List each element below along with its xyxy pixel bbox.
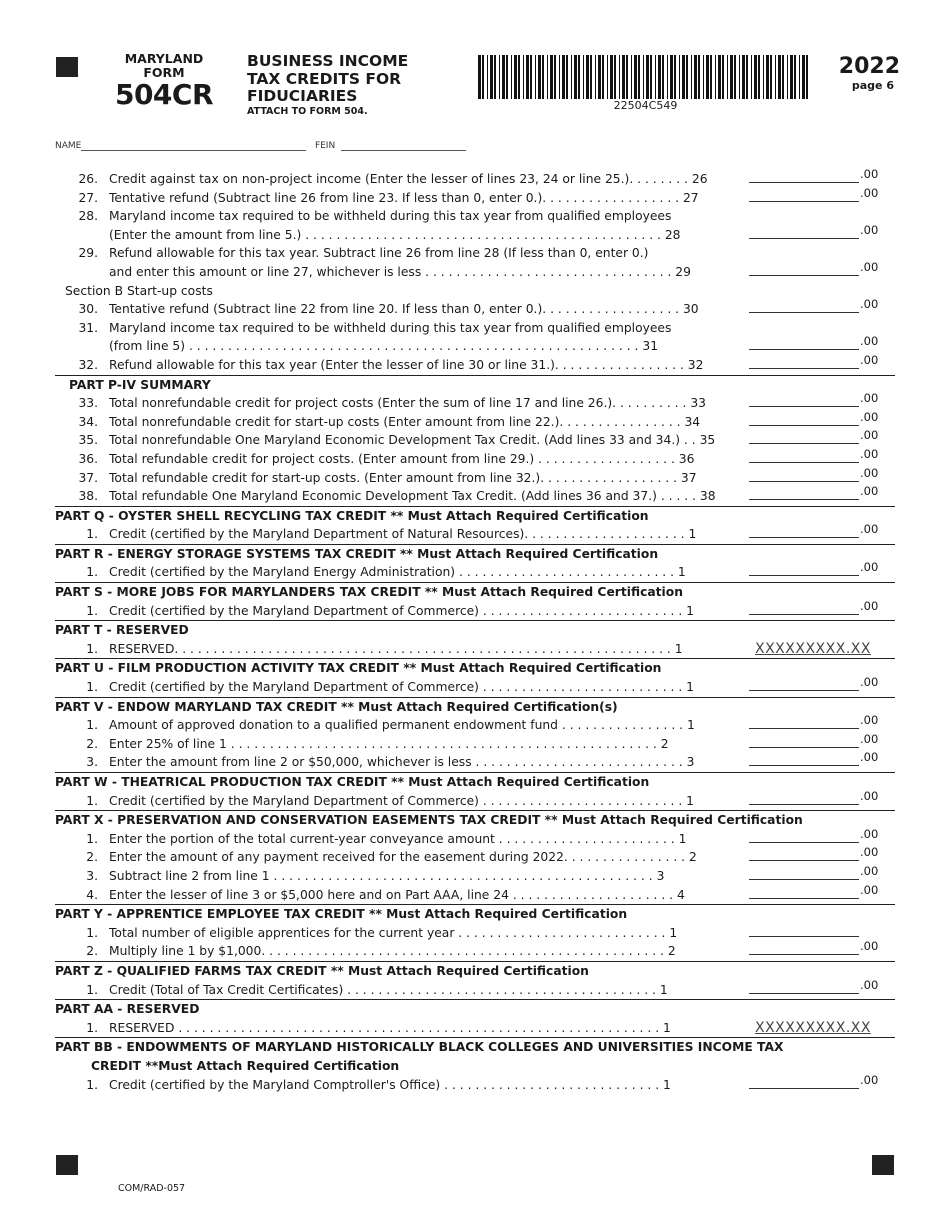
amount-field[interactable] xyxy=(749,981,859,994)
fein-label: FEIN xyxy=(314,141,336,151)
amount-field[interactable] xyxy=(749,525,859,538)
barcode-bar xyxy=(662,55,664,99)
barcode-bar xyxy=(487,55,488,99)
amount-field[interactable] xyxy=(749,848,859,861)
barcode-bar xyxy=(590,55,592,99)
line-number: 3. xyxy=(86,868,98,883)
barcode-bar xyxy=(562,55,565,99)
barcode-bar xyxy=(799,55,800,99)
line-description: Enter the lesser of line 3 or $5,000 here and on Part AAA, line 24 . . . . . . . . . . . . . . . . . . . . . 4 xyxy=(109,887,685,902)
line-description: Total number of eligible apprentices for the current year . . . . . . . . . . . . . . . . . . . . . . . . . . . 1 xyxy=(109,925,678,940)
line-description: Total refundable credit for start-up costs. (Enter amount from line 32.). . . . . . . . . . . . . . . . . . 37 xyxy=(109,470,697,485)
barcode-bar xyxy=(667,55,668,99)
section-heading: PART W - THEATRICAL PRODUCTION TAX CREDIT ** Must Attach Required Certification xyxy=(55,775,650,789)
barcode-bar xyxy=(638,55,640,99)
barcode-bar xyxy=(574,55,577,99)
cents-label: .00 xyxy=(860,845,879,860)
form-line xyxy=(55,560,895,583)
barcode-bar xyxy=(751,55,752,99)
line-description: Refund allowable for this tax year. Subtract line 26 from line 28 (If less than 0, enter 0.) xyxy=(109,246,649,261)
line-number: 37. xyxy=(78,470,98,485)
line-description: Maryland income tax required to be withheld during this tax year from qualified employees xyxy=(109,320,672,335)
barcode-bar xyxy=(643,55,644,99)
barcode-bar xyxy=(554,55,556,99)
form-line xyxy=(55,788,895,812)
form-line xyxy=(55,863,895,886)
section-heading: PART T - RESERVED xyxy=(55,623,189,638)
line-number: 1. xyxy=(86,793,98,808)
subsection-label: Section B Start-up costs xyxy=(65,283,213,298)
line-number: 33. xyxy=(78,396,98,411)
amount-field[interactable] xyxy=(749,413,859,426)
barcode-bar xyxy=(518,55,520,99)
barcode-bar xyxy=(526,55,529,99)
barcode-bar xyxy=(722,55,724,99)
barcode-bar xyxy=(530,55,532,99)
barcode-bar xyxy=(626,55,628,99)
line-description: Total refundable credit for project costs. (Enter amount from line 29.) . . . . . . . . . . . . . . . . . . 36 xyxy=(109,451,695,466)
barcode-bar xyxy=(691,55,692,99)
line-number: 3. xyxy=(86,755,98,770)
barcode-bar xyxy=(787,55,788,99)
amount-field[interactable] xyxy=(749,602,859,615)
line-description: Credit (certified by the Maryland Department of Commerce) . . . . . . . . . . . . . . . . . . . . . . . . . . 1 xyxy=(109,680,694,695)
barcode xyxy=(478,55,813,99)
barcode-bar xyxy=(542,55,544,99)
title-line-1: BUSINESS INCOME xyxy=(247,52,409,70)
section-heading: PART S - MORE JOBS FOR MARYLANDERS TAX CREDIT ** Must Attach Required Certification xyxy=(55,585,683,600)
form-id-block xyxy=(112,52,216,110)
barcode-bar xyxy=(586,55,589,99)
line-description: and enter this amount or line 27, whichever is less . . . . . . . . . . . . . . . . . . . . . . . . . . . . . . . . 29 xyxy=(109,264,691,279)
barcode-bar xyxy=(631,55,632,99)
line-number: 1. xyxy=(86,1077,98,1092)
cents-label: .00 xyxy=(860,750,879,765)
barcode-bar xyxy=(523,55,524,99)
line-description: Credit (certified by the Maryland Energy Administration) . . . . . . . . . . . . . . . . . . . . . . . . . . . . 1 xyxy=(109,565,686,580)
line-number: 1. xyxy=(86,641,98,656)
cents-label: .00 xyxy=(860,598,879,613)
line-description: Total nonrefundable credit for project costs (Enter the sum of line 17 and line 26.). . . . . . . . . . 33 xyxy=(109,396,706,411)
cents-label: .00 xyxy=(860,409,879,424)
section-heading: PART BB - ENDOWMENTS OF MARYLAND HISTORICALLY BLACK COLLEGES AND UNIVERSITIES INCOME TAX xyxy=(55,1040,784,1055)
line-number: 29. xyxy=(78,246,98,261)
line-description: Total nonrefundable One Maryland Economic Development Tax Credit. (Add lines 33 and 34.) . . 35 xyxy=(109,433,716,448)
barcode-bar xyxy=(538,55,541,99)
barcode-bar xyxy=(670,55,673,99)
barcode-bar xyxy=(778,55,781,99)
form-title xyxy=(247,53,447,117)
cents-label: .00 xyxy=(860,391,879,406)
amount-field[interactable] xyxy=(749,678,859,691)
form-line xyxy=(55,319,895,338)
amount-field[interactable] xyxy=(749,886,859,899)
barcode-bar xyxy=(550,55,553,99)
form-number: 504CR xyxy=(114,78,214,111)
barcode-bar xyxy=(758,55,760,99)
barcode-bar xyxy=(694,55,697,99)
line-description: (from line 5) . . . . . . . . . . . . . . . . . . . . . . . . . . . . . . . . . . . . . . . . . . . . . . . . . . . . . . . . . . 31 xyxy=(109,339,659,354)
line-number: 1. xyxy=(86,831,98,846)
barcode-bar xyxy=(650,55,652,99)
line-description: Tentative refund (Subtract line 22 from line 20. If less than 0, enter 0.). . . . . . . . . . . . . . . . . . 30 xyxy=(109,302,699,317)
line-description: Credit (Total of Tax Credit Certificates) . . . . . . . . . . . . . . . . . . . . . . . . . . . . . . . . . . . . . . . . 1 xyxy=(109,982,668,997)
cents-label: .00 xyxy=(860,484,879,499)
form-line xyxy=(55,185,895,208)
section-heading: CREDIT **Must Attach Required Certification xyxy=(91,1058,400,1073)
cents-label: .00 xyxy=(860,939,879,954)
section-heading: PART Z - QUALIFIED FARMS TAX CREDIT ** Must Attach Required Certification xyxy=(55,963,589,978)
form-line xyxy=(55,939,895,962)
cents-label: .00 xyxy=(860,465,879,480)
form-code: COM/RAD-057 xyxy=(118,1183,186,1194)
form-line xyxy=(55,750,895,773)
section-heading: PART U - FILM PRODUCTION ACTIVITY TAX CREDIT ** Must Attach Required Certification xyxy=(55,661,662,676)
line-number: 34. xyxy=(78,414,98,429)
barcode-bar xyxy=(478,55,481,99)
reserved-amount: XXXXXXXXX.XX xyxy=(755,1019,871,1036)
barcode-bar xyxy=(607,55,608,99)
amount-field[interactable] xyxy=(749,792,859,805)
line-description: Enter 25% of line 1 . . . . . . . . . . . . . . . . . . . . . . . . . . . . . . . . . . . . . . . . . . . . . . . . . . . . . . . 2 xyxy=(109,736,669,751)
barcode-bar xyxy=(698,55,700,99)
barcode-bar xyxy=(742,55,745,99)
barcode-bar xyxy=(482,55,484,99)
cents-label: .00 xyxy=(860,713,879,728)
barcode-bar xyxy=(559,55,560,99)
form-line xyxy=(55,522,895,545)
barcode-bar xyxy=(646,55,649,99)
line-description: Amount of approved donation to a qualified permanent endowment fund . . . . . . . . . . . . . . . . 1 xyxy=(109,718,695,733)
form-line xyxy=(55,1072,895,1095)
corner-marker-bottom-left xyxy=(56,1155,78,1175)
tax-year: 2022 xyxy=(838,54,900,79)
form-line xyxy=(55,713,895,735)
line-number: 2. xyxy=(86,850,98,865)
barcode-bar xyxy=(790,55,793,99)
section-heading: PART X - PRESERVATION AND CONSERVATION EASEMENTS TAX CREDIT ** Must Attach Required Certification xyxy=(55,813,803,828)
name-field[interactable] xyxy=(81,140,306,151)
line-description: Maryland income tax required to be withheld during this tax year from qualified employees xyxy=(109,209,672,224)
cents-label: .00 xyxy=(860,977,879,992)
amount-field[interactable] xyxy=(749,300,859,313)
form-line xyxy=(55,352,895,376)
section-heading: PART R - ENERGY STORAGE SYSTEMS TAX CREDIT ** Must Attach Required Certification xyxy=(55,546,659,561)
form-line xyxy=(55,222,895,245)
title-line-2: TAX CREDITS FOR xyxy=(247,69,402,88)
line-number: 1. xyxy=(86,565,98,580)
line-number: 35. xyxy=(78,433,98,448)
amount-field[interactable] xyxy=(749,487,859,500)
form-line xyxy=(55,1019,895,1039)
line-number: 32. xyxy=(78,357,98,372)
line-description: Multiply line 1 by $1,000. . . . . . . . . . . . . . . . . . . . . . . . . . . . . . . . . . . . . . . . . . . . . . . . . . . . 2 xyxy=(109,944,676,959)
barcode-bar xyxy=(511,55,512,99)
barcode-bar xyxy=(602,55,604,99)
amount-field[interactable] xyxy=(749,189,859,202)
page-number: page 6 xyxy=(851,79,894,92)
form-line xyxy=(55,882,895,906)
section-heading: PART Y - APPRENTICE EMPLOYEE TAX CREDIT ** Must Attach Required Certification xyxy=(55,907,628,922)
barcode-bar xyxy=(727,55,728,99)
cents-label: .00 xyxy=(860,882,879,897)
cents-label: .00 xyxy=(860,428,879,443)
amount-field[interactable] xyxy=(749,337,859,350)
line-description: Credit (certified by the Maryland Department of Commerce) . . . . . . . . . . . . . . . . . . . . . . . . . . 1 xyxy=(109,603,694,618)
line-number: 1. xyxy=(86,718,98,733)
corner-marker-bottom-right xyxy=(872,1155,894,1175)
form-line xyxy=(55,924,895,943)
amount-field[interactable] xyxy=(749,735,859,748)
barcode-bar xyxy=(679,55,680,99)
barcode-bar xyxy=(578,55,580,99)
barcode-bar xyxy=(802,55,805,99)
amount-field[interactable] xyxy=(749,450,859,463)
line-description: Enter the portion of the total current-year conveyance amount . . . . . . . . . . . . . . . . . . . . . . . 1 xyxy=(109,831,687,846)
barcode-bar xyxy=(739,55,740,99)
line-number: 36. xyxy=(78,451,98,466)
form-line xyxy=(55,428,895,450)
barcode-bar xyxy=(763,55,764,99)
cents-label: .00 xyxy=(860,334,879,349)
cents-label: .00 xyxy=(860,826,879,841)
form-line xyxy=(55,446,895,469)
state-label: MARYLAND xyxy=(124,51,204,66)
line-description: Total refundable One Maryland Economic Development Tax Credit. (Add lines 36 and 37.) . . . . . 38 xyxy=(109,489,716,504)
line-description: Tentative refund (Subtract line 26 from line 23. If less than 0, enter 0.). . . . . . . . . . . . . . . . . . 27 xyxy=(109,190,699,205)
barcode-bar xyxy=(514,55,517,99)
section-heading: PART V - ENDOW MARYLAND TAX CREDIT ** Must Attach Required Certification(s) xyxy=(55,699,618,714)
barcode-bar xyxy=(490,55,493,99)
amount-field[interactable] xyxy=(749,356,859,369)
cents-label: .00 xyxy=(860,863,879,878)
barcode-bar xyxy=(494,55,496,99)
cents-label: .00 xyxy=(860,731,879,746)
line-number: 1. xyxy=(86,680,98,695)
title-line-3: FIDUCIARIES xyxy=(247,87,358,105)
barcode-bar xyxy=(566,55,568,99)
line-number: 1. xyxy=(86,603,98,618)
barcode-bar xyxy=(710,55,712,99)
barcode-bar xyxy=(794,55,796,99)
name-fein-line xyxy=(55,140,466,151)
barcode-bar xyxy=(703,55,704,99)
cents-label: .00 xyxy=(860,446,879,461)
barcode-bar xyxy=(806,55,808,99)
cents-label: .00 xyxy=(860,560,879,575)
line-number: 4. xyxy=(86,887,98,902)
reserved-amount: XXXXXXXXX.XX xyxy=(755,640,871,657)
amount-field[interactable] xyxy=(749,394,859,407)
line-number: 1. xyxy=(86,1020,98,1035)
form-line xyxy=(55,297,895,319)
cents-label: .00 xyxy=(860,1072,879,1087)
amount-field[interactable] xyxy=(749,263,859,276)
amount-field[interactable] xyxy=(749,924,859,937)
form-line xyxy=(55,207,895,226)
barcode-bar xyxy=(655,55,656,99)
cents-label: .00 xyxy=(860,222,879,237)
barcode-bar xyxy=(598,55,601,99)
line-number: 2. xyxy=(86,736,98,751)
form-line xyxy=(55,391,895,413)
amount-field[interactable] xyxy=(749,226,859,239)
barcode-bar xyxy=(674,55,676,99)
amount-field[interactable] xyxy=(749,942,859,955)
barcode-bar xyxy=(619,55,620,99)
barcode-bar xyxy=(718,55,721,99)
line-description: Credit (certified by the Maryland Department of Natural Resources). . . . . . . . . . . . . . . . . . . . . 1 xyxy=(109,527,697,542)
attach-note: ATTACH TO FORM 504. xyxy=(247,105,368,117)
line-number: 38. xyxy=(78,489,98,504)
name-label: NAME xyxy=(55,141,82,151)
barcode-bar xyxy=(754,55,757,99)
cents-label: .00 xyxy=(860,259,879,274)
corner-marker-top-left xyxy=(56,57,78,77)
form-line xyxy=(55,826,895,849)
line-description: Credit against tax on non-project income (Enter the lesser of lines 23, 24 or line 25.). . . . . . . . 26 xyxy=(109,172,708,186)
barcode-bar xyxy=(583,55,584,99)
barcode-bar xyxy=(502,55,505,99)
barcode-bar xyxy=(658,55,661,99)
form-line xyxy=(55,167,895,189)
amount-field[interactable] xyxy=(749,716,859,729)
line-description: RESERVED. . . . . . . . . . . . . . . . . . . . . . . . . . . . . . . . . . . . . . . . . . . . . . . . . . . . . . . . . . . . . . . . 1 xyxy=(109,641,683,656)
barcode-bar xyxy=(715,55,716,99)
line-description: Enter the amount from line 2 or $50,000, whichever is less . . . . . . . . . . . . . . . . . . . . . . . . . . . 3 xyxy=(109,755,695,770)
amount-field[interactable] xyxy=(749,431,859,444)
barcode-bar xyxy=(782,55,784,99)
form-line xyxy=(55,259,895,282)
barcode-bar xyxy=(610,55,613,99)
barcode-bar xyxy=(614,55,616,99)
line-number: 1. xyxy=(86,527,98,542)
amount-field[interactable] xyxy=(749,1076,859,1089)
form-line xyxy=(55,675,895,698)
cents-label: .00 xyxy=(860,788,879,803)
line-description: RESERVED . . . . . . . . . . . . . . . . . . . . . . . . . . . . . . . . . . . . . . . . . . . . . . . . . . . . . . . . . . . . . . 1 xyxy=(109,1020,671,1035)
line-description: Refund allowable for this tax year (Enter the lesser of line 30 or line 31.). . . . . . . . . . . . . . . . . 32 xyxy=(109,357,704,372)
section-heading: PART Q - OYSTER SHELL RECYCLING TAX CREDIT ** Must Attach Required Certification xyxy=(55,508,649,523)
line-number: 26. xyxy=(78,172,98,186)
barcode-number: 22504C549 xyxy=(613,99,678,112)
cents-label: .00 xyxy=(860,167,879,181)
barcode-bar xyxy=(571,55,572,99)
barcode-bar xyxy=(686,55,688,99)
line-description: Credit (certified by the Maryland Comptroller's Office) . . . . . . . . . . . . . . . . . . . . . . . . . . . . 1 xyxy=(109,1077,671,1092)
line-number: 1. xyxy=(86,925,98,940)
amount-field[interactable] xyxy=(749,469,859,482)
barcode-bar xyxy=(595,55,596,99)
line-number: 30. xyxy=(78,302,98,317)
section-heading: PART AA - RESERVED xyxy=(55,1002,200,1017)
line-number: 1. xyxy=(86,982,98,997)
line-number: 31. xyxy=(78,320,98,335)
form-line xyxy=(55,465,895,488)
barcode-bar xyxy=(746,55,748,99)
amount-field[interactable] xyxy=(749,563,859,576)
barcode-bar xyxy=(730,55,733,99)
amount-field[interactable] xyxy=(749,867,859,880)
amount-field[interactable] xyxy=(749,753,859,766)
line-description: Total nonrefundable credit for start-up costs (Enter amount from line 22.). . . . . . . . . . . . . . . . 34 xyxy=(109,414,701,429)
line-description: (Enter the amount from line 5.) . . . . . . . . . . . . . . . . . . . . . . . . . . . . . . . . . . . . . . . . . . . . . . 28 xyxy=(109,227,681,242)
form-line xyxy=(55,598,895,622)
barcode-bar xyxy=(766,55,769,99)
amount-field[interactable] xyxy=(749,830,859,843)
barcode-bar xyxy=(706,55,709,99)
barcode-bar xyxy=(682,55,685,99)
barcode-bar xyxy=(634,55,637,99)
line-number: 28. xyxy=(78,209,98,224)
fein-field[interactable] xyxy=(341,140,466,151)
form-line xyxy=(55,731,895,754)
cents-label: .00 xyxy=(860,352,879,367)
form-line xyxy=(55,244,895,263)
barcode-bar xyxy=(775,55,776,99)
line-description: Subtract line 2 from line 1 . . . . . . . . . . . . . . . . . . . . . . . . . . . . . . . . . . . . . . . . . . . . . . . . . 3 xyxy=(109,868,665,883)
cents-label: .00 xyxy=(860,522,879,537)
cents-label: .00 xyxy=(860,675,879,690)
barcode-bar xyxy=(535,55,536,99)
barcode-bar xyxy=(506,55,508,99)
barcode-bar xyxy=(499,55,500,99)
barcode-bar xyxy=(622,55,625,99)
form-body xyxy=(55,167,895,1094)
form-line xyxy=(55,845,895,867)
form-word: FORM xyxy=(143,65,185,80)
form-line xyxy=(55,334,895,356)
barcode-bar xyxy=(770,55,772,99)
barcode-bar xyxy=(734,55,736,99)
line-description: Credit (certified by the Maryland Department of Commerce) . . . . . . . . . . . . . . . . . . . . . . . . . . 1 xyxy=(109,793,694,808)
barcode-bar xyxy=(547,55,548,99)
cents-label: .00 xyxy=(860,185,879,200)
form-line xyxy=(55,977,895,1001)
form-line xyxy=(55,484,895,507)
line-description: Enter the amount of any payment received for the easement during 2022. . . . . . . . . . . . . . . . 2 xyxy=(109,850,697,865)
form-line xyxy=(55,409,895,432)
amount-field[interactable] xyxy=(749,170,859,183)
section-heading: PART P-IV SUMMARY xyxy=(69,377,211,392)
form-line xyxy=(55,640,895,660)
line-number: 27. xyxy=(78,190,98,205)
cents-label: .00 xyxy=(860,297,879,312)
line-number: 2. xyxy=(86,944,98,959)
